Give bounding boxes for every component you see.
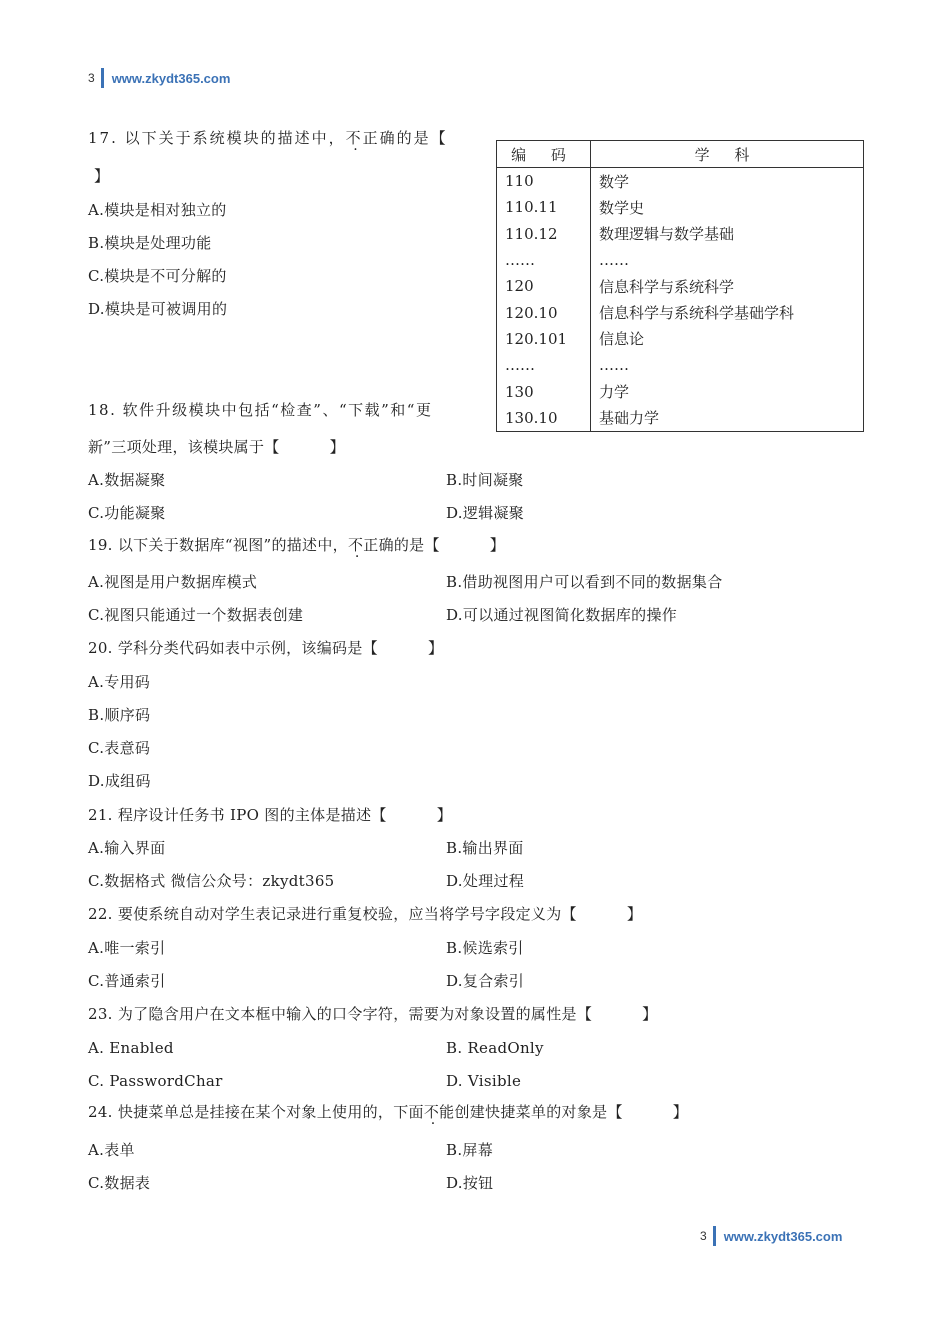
q19-stem-part1: 19. 以下关于数据库“视图”的描述中， [88,536,348,554]
q19-bracket-close: 】 [489,536,506,554]
table-row [497,405,864,432]
q17-option-b[interactable]: B.模块是处理功能 [88,234,212,252]
q23-option-a[interactable]: A. Enabled [88,1039,174,1057]
subject-cell: 数理逻辑与数学基础 [599,225,735,244]
q24-stem [88,1102,688,1122]
q19-option-c[interactable]: C.视图只能通过一个数据表创建 [88,606,304,624]
q19-stem [88,535,505,555]
q17-stem-part2: 正确的是【 [362,129,448,147]
q18-option-a[interactable]: A.数据凝聚 [88,471,166,489]
code-cell: 110.12 [497,221,591,247]
q19-option-a[interactable]: A.视图是用户数据库模式 [88,573,258,591]
q21-bracket-close: 】 [436,806,452,824]
q20-option-a[interactable]: A.专用码 [88,673,151,691]
q22-option-c[interactable]: C.普通索引 [88,972,166,990]
q17-stem [88,128,448,148]
q21-stem-text: 21. 程序设计任务书 IPO 图的主体是描述【 [88,806,387,824]
table-row [497,247,864,273]
q17-emphasis-not: 不 [345,129,363,147]
code-cell: 110.11 [497,194,591,220]
footer-page-number: 3 [700,1229,707,1243]
q23-option-d[interactable]: D. Visible [446,1072,522,1090]
q21-option-d[interactable]: D.处理过程 [446,872,525,890]
q23-stem [88,1004,657,1024]
q21-option-c[interactable]: C.数据格式 微信公众号：zkydt365 [88,872,335,890]
q18-stem-text: 新”三项处理，该模块属于【 [88,438,280,456]
subject-cell: …… [599,251,629,270]
code-cell: 120.101 [497,326,591,352]
table-row [497,326,864,352]
table-row [497,378,864,404]
subject-cell: 信息论 [599,330,645,349]
q17-bracket-close: 】 [94,167,110,185]
code-cell: 130.10 [497,405,591,432]
q22-option-a[interactable]: A.唯一索引 [88,939,166,957]
table-row [497,273,864,299]
q21-option-a[interactable]: A.输入界面 [88,839,166,857]
q20-option-c[interactable]: C.表意码 [88,739,151,757]
q22-stem-text: 22. 要使系统自动对学生表记录进行重复校验，应当将学号字段定义为【 [88,905,577,923]
q24-stem-part2: 能创建快捷菜单的对象是【 [439,1103,623,1121]
footer-site-link[interactable]: www.zkydt365.com [723,1228,843,1244]
q17-stem-part1: 17. 以下关于系统模块的描述中， [88,129,346,147]
header-page-number: 3 [88,71,95,85]
footer-divider [713,1226,716,1246]
q18-option-c[interactable]: C.功能凝聚 [88,504,166,522]
subject-cell: 力学 [599,383,630,402]
q17-option-d[interactable]: D.模块是可被调用的 [88,300,228,318]
q24-option-b[interactable]: B.屏幕 [446,1141,493,1159]
q22-option-b[interactable]: B.候选索引 [446,939,524,957]
code-cell: 120 [497,273,591,299]
subject-cell: …… [599,356,629,375]
q18-stem-line1: 18. 软件升级模块中包括“检查”、“下载”和“更 [88,401,433,419]
q22-bracket-close: 】 [626,905,643,923]
q24-bracket-close: 】 [672,1103,689,1121]
code-cell: 130 [497,378,591,404]
q20-stem [88,638,443,658]
q19-option-d[interactable]: D.可以通过视图简化数据库的操作 [446,606,678,624]
table-row [497,221,864,247]
q18-option-b[interactable]: B.时间凝聚 [446,471,524,489]
subject-code-table [496,140,864,432]
header-site-link[interactable]: www.zkydt365.com [111,70,231,86]
q24-emphasis-not: 不 [423,1103,440,1121]
q18-option-d[interactable]: D.逻辑凝聚 [446,504,525,522]
q17-option-a[interactable]: A.模块是相对独立的 [88,201,227,219]
q23-stem-text: 23. 为了隐含用户在文本框中输入的口令字符，需要为对象设置的属性是【 [88,1005,593,1023]
q22-stem [88,904,642,924]
q20-bracket-close: 】 [427,639,444,657]
code-cell: 110 [497,168,591,195]
header-divider [101,68,104,88]
code-cell: …… [497,352,591,378]
q21-stem [88,805,452,825]
table-header-subject: 学 科 [591,141,864,168]
q23-option-c[interactable]: C. PasswordChar [88,1072,223,1090]
q21-option-b[interactable]: B.输出界面 [446,839,524,857]
q24-stem-part1: 24. 快捷菜单总是挂接在某个对象上使用的，下面 [88,1103,424,1121]
code-cell: 120.10 [497,299,591,325]
table-row [497,352,864,378]
table-row [497,194,864,220]
table-row [497,168,864,195]
page-header [88,68,230,88]
q17-option-c[interactable]: C.模块是不可分解的 [88,267,227,285]
q20-option-b[interactable]: B.顺序码 [88,706,151,724]
q22-option-d[interactable]: D.复合索引 [446,972,525,990]
table-header-code: 编 码 [497,141,591,168]
table-header-row [497,141,864,168]
q24-option-c[interactable]: C.数据表 [88,1174,151,1192]
q20-stem-text: 20. 学科分类代码如表中示例，该编码是【 [88,639,378,657]
subject-cell: 基础力学 [599,409,660,428]
subject-cell: 信息科学与系统科学 [599,277,735,296]
q23-option-b[interactable]: B. ReadOnly [446,1039,544,1057]
q19-stem-part2: 正确的是【 [363,536,440,554]
q23-bracket-close: 】 [642,1005,658,1023]
q19-option-b[interactable]: B.借助视图用户可以看到不同的数据集合 [446,573,723,591]
q20-option-d[interactable]: D.成组码 [88,772,151,790]
page-footer [700,1226,842,1246]
table-row [497,299,864,325]
q19-emphasis-not: 不 [347,536,364,554]
subject-cell: 数学 [599,172,630,191]
code-cell: …… [497,247,591,273]
subject-cell: 数学史 [599,198,645,217]
q18-bracket-close: 】 [329,438,345,456]
q24-option-d[interactable]: D.按钮 [446,1174,494,1192]
subject-cell: 信息科学与系统科学基础学科 [599,304,795,323]
q18-stem-line2 [88,437,345,457]
q24-option-a[interactable]: A.表单 [88,1141,135,1159]
